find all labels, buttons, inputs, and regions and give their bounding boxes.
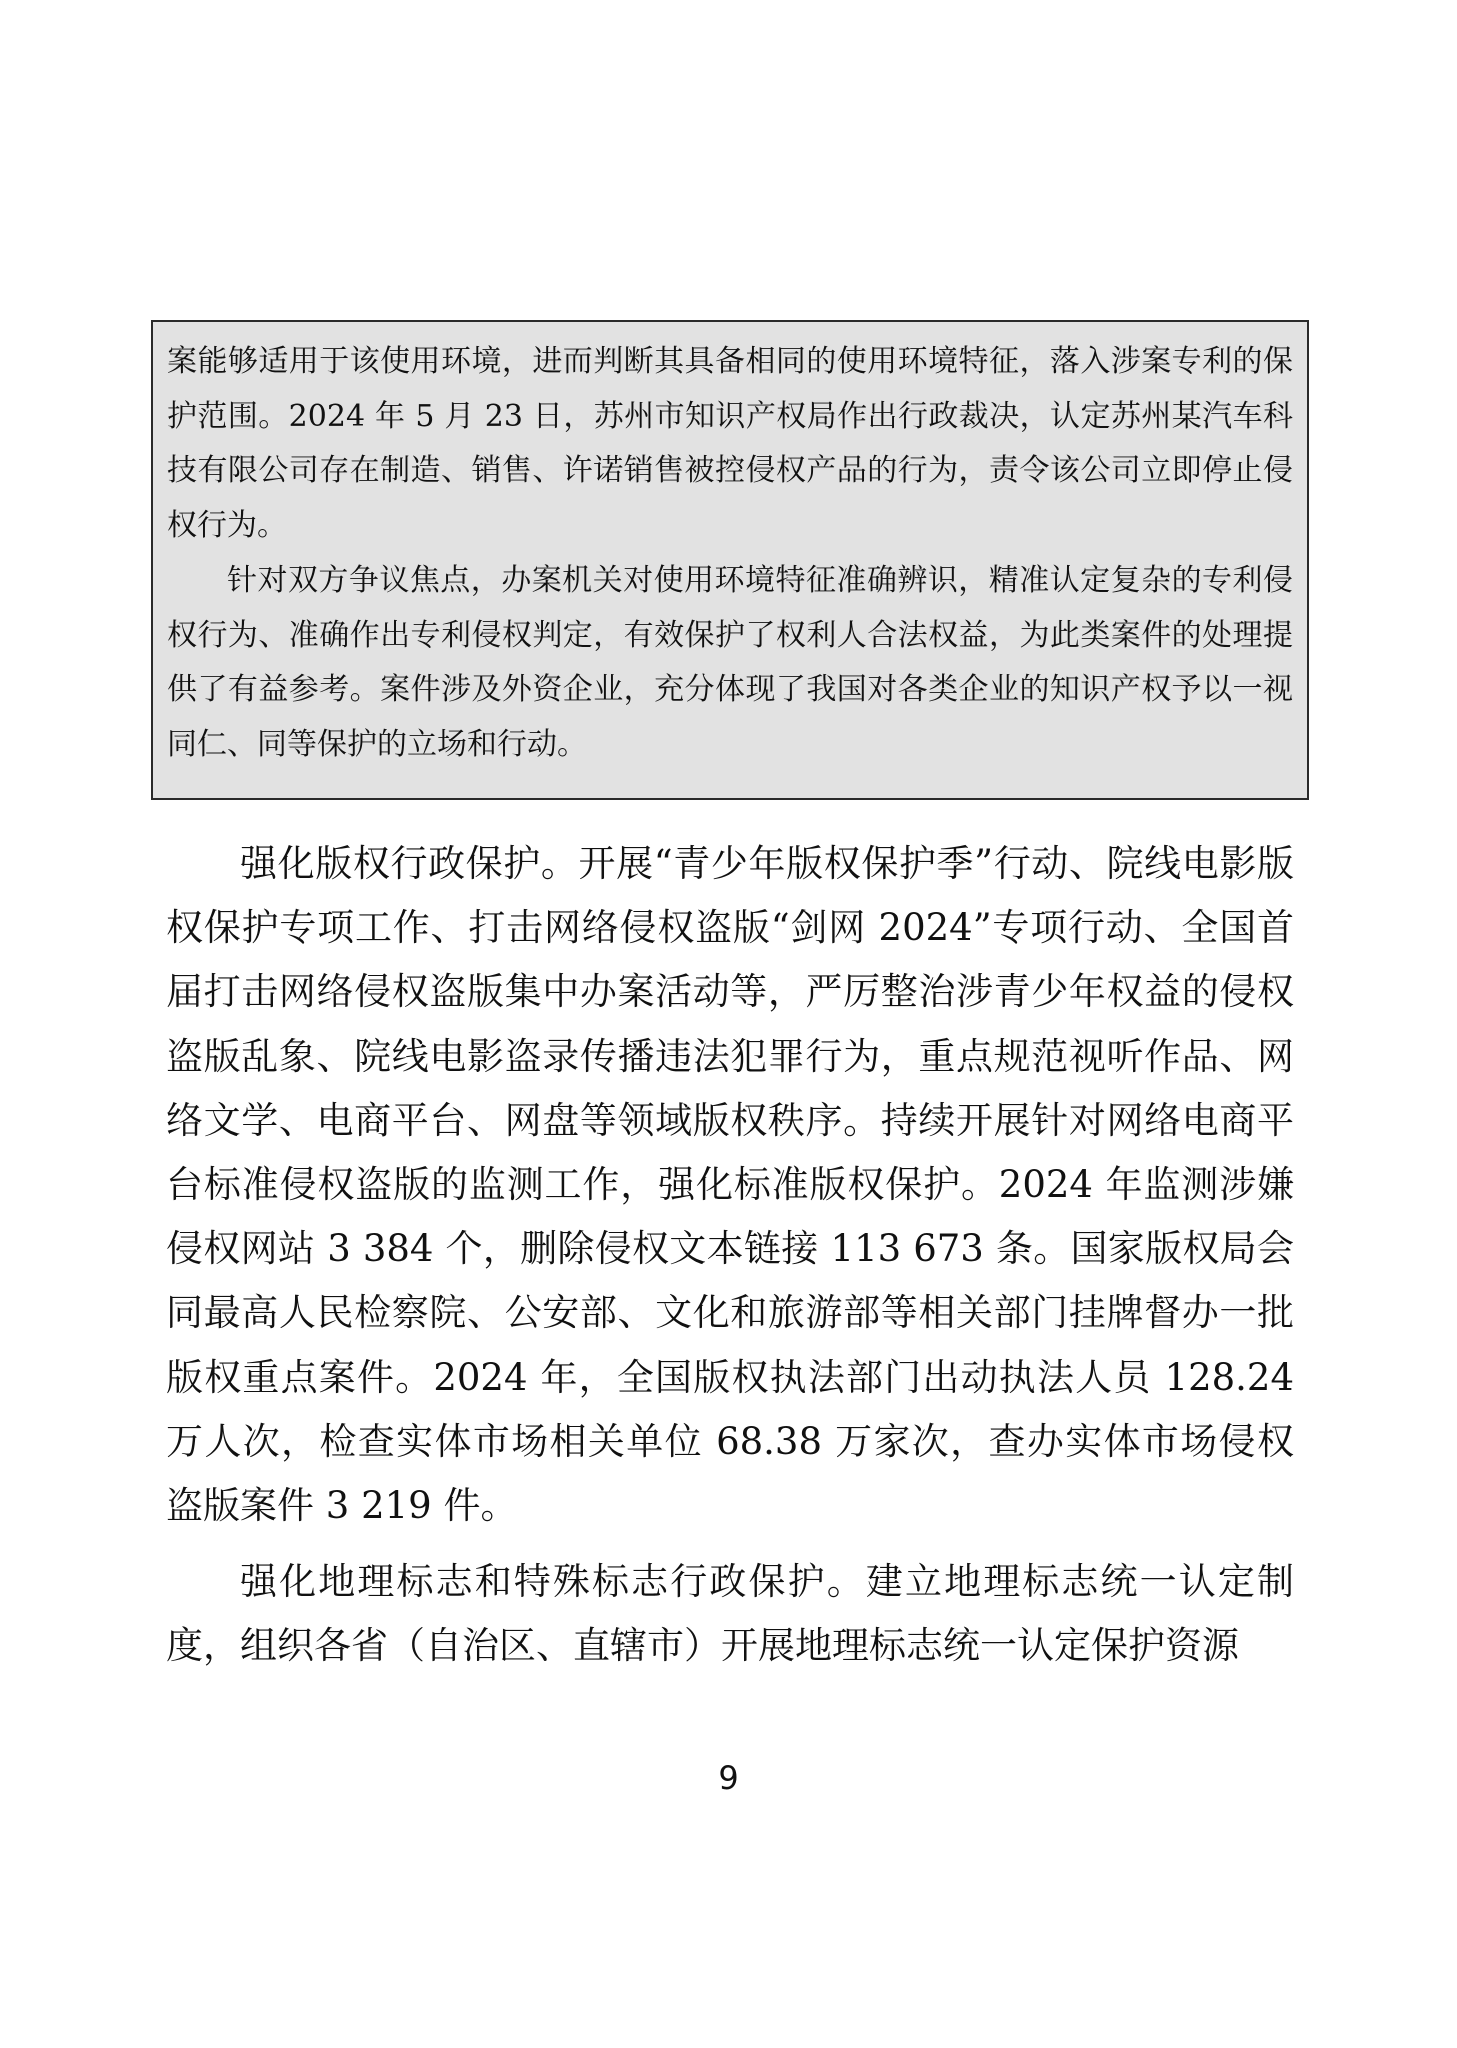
body-text [166,832,1294,1679]
case-paragraph-1: 案能够适用于该使用环境，进而判断其具备相同的使用环境特征，落入涉案专利的保护范围。2024 年 5 月 23 日，苏州市知识产权局作出行政裁决，认定苏州某汽车科技有限公司存在制造、销售、许诺销售被控侵权产品的行为，责令该公司立即停止侵权行为。 [167,344,1293,544]
case-paragraph-2: 针对双方争议焦点，办案机关对使用环境特征准确辨识，精准认定复杂的专利侵权行为、准确作出专利侵权判定，有效保护了权利人合法权益，为此类案件的处理提供了有益参考。案件涉及外资企业，充分体现了我国对各类企业的知识产权予以一视同仁、同等保护的立场和行动。 [167,562,1293,762]
geographical-indication-paragraph: 强化地理标志和特殊标志行政保护。建立地理标志统一认定制度，组织各省（自治区、直辖市）开展地理标志统一认定保护资源 [166,1560,1294,1668]
page-number: 9 [718,1759,739,1797]
case-study-box [151,320,1309,800]
copyright-protection-paragraph: 强化版权行政保护。开展“青少年版权保护季”行动、院线电影版权保护专项工作、打击网络侵权盗版“剑网 2024”专项行动、全国首届打击网络侵权盗版集中办案活动等，严厉整治涉青少年权益的侵权盗版乱象、院线电影盗录传播违法犯罪行为，重点规范视听作品、网络文学、电商平台、网盘等领域版权秩序。持续开展针对网络电商平台标准侵权盗版的监测工作，强化标准版权保护。2024 年监测涉嫌侵权网站 3 384 个，删除侵权文本链接 113 673 条。国家版权局会同最高人民检察院、公安部、文化和旅游部等相关部门挂牌督办一批版权重点案件。2024 年，全国版权执法部门出动执法人员 128.24 万人次，检查实体市场相关单位 68.38 万家次，查办实体市场侵权盗版案件 3 219 件。 [166,842,1294,1528]
